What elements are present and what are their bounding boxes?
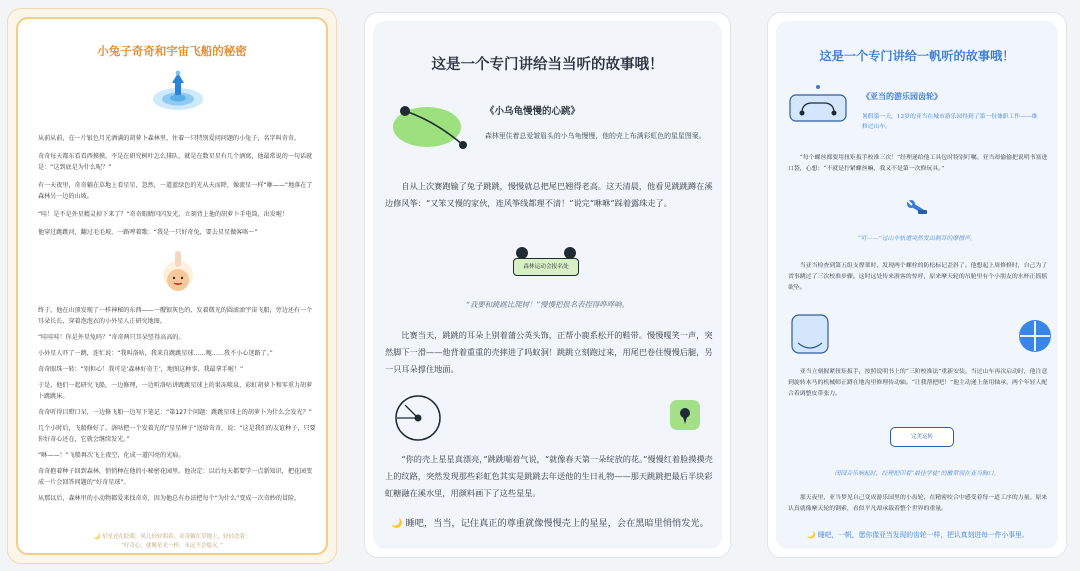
story-intro: 森林里住着总爱皱眉头的小乌龟慢慢，他的壳上布满彩虹色的星星图案。 xyxy=(485,132,706,140)
story-title: 小兔子奇奇和宇宙飞船的秘密 xyxy=(97,44,247,58)
story-paragraph: 当亚当检查到第五组支撑架时，发现两个螺栓的防松标记歪斜了。他想起上周修修时，自己为了省事跳过了三次校准步骤。这时远处传来游客的惊呼，原来摩天轮的吊舱里有个小朋友的水杯正摇摇欲坠。 xyxy=(788,263,1048,291)
story-paragraph: 奇奇每天都东看看西摸摸，不是在研究树叶怎么排队，就是在数星星有几个酒窝，他最常说的一句话就是：“这到底是为什么呢？” xyxy=(38,153,313,171)
story-quote: “我要和跳跳比爬树！”慢慢把报名表捏得哗哗响。 xyxy=(466,300,629,309)
story-ending: 🌙 睡吧，一帆，愿你像亚当发现的齿轮一样，把认真刻进每一件小事里。 xyxy=(807,531,1029,539)
story-paragraph: 有一天夜里，奇奇躺在草地上看星星，忽然，一道蓝绿色的光从天而降，像流星一样“咻——”地落在了森林另一边的山坡。 xyxy=(38,182,313,200)
footer-line: “好奇心，就像星光一样，永远不会熄灭。” xyxy=(121,543,223,549)
story-paragraph: “你的壳上星星真漂亮，”跳跳喘着气说，“就像春天第一朵绽放的花。”慢慢红着脸摸摸壳上的纹路，突然发现那些彩虹色其实是跳跳去年送他的生日礼物——那天跳跳把最后半块彩虹糖融在溪水里，用颜料画下了这些星星。 xyxy=(385,454,713,498)
gear-board-illustration xyxy=(788,83,848,125)
spaceship-icon xyxy=(151,67,205,113)
story-paragraph: 奇奇抱着种子回到森林，悄悄种在他的小秘密花园里。他决定：以后每天都要学一点新知识，把花园变成一片会回答问题的“好奇星球”。 xyxy=(38,468,313,486)
story-card-inner xyxy=(373,21,722,549)
story-footer xyxy=(38,533,306,551)
signboard-label: 完美运转 xyxy=(890,427,954,447)
story-paragraph: “咻——！”飞船再次飞上夜空，化成一道闪亮的光痕。 xyxy=(38,452,185,459)
page-heading: 这是一个专门讲给一帆听的故事哦！ xyxy=(819,49,1015,63)
compass-illustration xyxy=(393,393,443,443)
story-paragraph: 亚当立刻握紧扭矩扳手，按照说明书上的“三阶校准法”重新安装。当过山车再次启动时，他注意到旋转木马的机械师正蹲在地沟里修理传动轴。“让我帮把吧！”他主动递上备用轴承，两个年轻人配合着调整皮带张力。 xyxy=(788,369,1048,397)
story-quote: 闭园音乐响起时，经理把印着“最佳学徒”的徽章别在亚当胸口。 xyxy=(834,471,1000,477)
seed-icon xyxy=(669,399,701,431)
story-card-qiqi xyxy=(7,8,337,564)
story-card-dangdang xyxy=(364,12,731,558)
story-paragraph: 于是，他们一起研究飞船，一边修理，一边听洛咕讲跳跳星球上的果冻喷泉、彩虹胡萝卜和零重力胡萝卜跳跳床。 xyxy=(38,382,313,400)
turtle-illustration xyxy=(389,97,481,149)
story-paragraph: “哇哇哇！你是外星兔吗？”奇奇两只耳朵竖得高高的。 xyxy=(38,334,185,341)
story-paragraph: 从前从前，在一片银色月光洒满的胡萝卜森林里，住着一只特别爱问问题的小兔子，名字叫奇奇。 xyxy=(38,135,301,142)
signboard xyxy=(890,427,954,447)
story-paragraph: “哇！是不是外星精灵掉下来了？”奇奇眼睛闪闪发光，立刻背上他的胡萝卜手电筒，出发啦！ xyxy=(38,211,289,218)
story-paragraph: 几个小时后，飞船修好了。洛咕把一个发着光的“星星种子”送给奇奇，说：“这是我们的友谊种子，只要你好奇心还在，它就会继续发光。” xyxy=(38,425,316,443)
page-heading: 这是一个专门讲给当当听的故事哦！ xyxy=(431,56,664,73)
footer-line: 🌙 星星还在眨眼，风儿轻轻唱着，奇奇躺在草地上，轻轻念着： xyxy=(93,534,251,540)
story-paragraph: 奇奇听得目瞪口呆，一边修飞船一边写下笔记：“第127个问题：跳跳星球上的胡萝卜为什么会发光？” xyxy=(38,409,312,416)
story-paragraph: 他穿过跳跳河，翻过毛毛坡，一路哼着歌：“我是一只好奇兔，要去星星做客咯～” xyxy=(38,229,258,236)
story-quote: “吖——”过山车轨道突然发出刺耳的摩擦声。 xyxy=(858,236,976,242)
cabin-illustration xyxy=(790,313,830,357)
story-title: 《亚当的游乐园齿轮》 xyxy=(862,91,942,101)
story-paragraphs-lower xyxy=(38,305,318,504)
story-paragraph: 奇奇眼珠一转：“别担心！我可是‘森林好奇王’，地图这种事，我最拿手啦！” xyxy=(38,366,244,373)
story-intro: 暑假第一天，12岁的亚当在城市游乐园得到了第一份兼职工作——维修过山车。 xyxy=(862,114,1038,130)
story-paragraphs-upper xyxy=(38,133,318,238)
signboard xyxy=(513,246,579,282)
story-title: 《小乌龟慢慢的心跳》 xyxy=(485,106,581,117)
signboard-label: 森林运动会报名处 xyxy=(513,258,579,276)
story-paragraph: 自从上次赛跑输了兔子跳跳，慢慢就总把尾巴翘得老高。这天清晨，他看见跳跳蹲在溪边修风筝：“又笨又慢的家伙，连风筝线都理不清！”说完“咻咻”踩着露珠走了。 xyxy=(385,181,713,208)
story-card-inner xyxy=(16,17,328,555)
wheel-icon xyxy=(1018,319,1052,353)
story-paragraph: “每个螺丝都要用扭矩扳手校准三次！”经理递给他工具包时特别叮嘱。亚当却偷偷把说明书塞进口袋，心想：“不就是拧紧螺丝嘛，我又不是第一次修玩具。” xyxy=(788,155,1048,172)
story-paragraph: 从那以后，森林里的小动物都爱来找奇奇，因为他总有办法把每个“为什么”变成一次奇妙的冒险。 xyxy=(38,495,301,502)
story-paragraph: 那天夜里，亚当梦见自己变成游乐园里的小齿轮，在精密咬合中感受着每一道工序的力量。原来认真就像摩天轮的钢索，看似平凡却承载着整个世界的重量。 xyxy=(788,495,1048,512)
story-paragraph: 比赛当天，跳跳的耳朵上别着蒲公英头饰，正帮小鹿系松开的鞋带。慢慢嘎笑一声，突然脚下一滑——他背着重重的壳摔进了吗蚁洞！跳跳立刻跑过来，用尾巴卷住慢慢后腿，另一只耳朵撑住地面。 xyxy=(385,330,713,374)
story-card-yifan xyxy=(767,12,1067,558)
story-ending: 🌙 睡吧，当当，记住真正的尊重就像慢慢壳上的星星，会在黑暗里悄悄发光。 xyxy=(391,518,709,529)
story-paragraph: 小外星人吓了一跳，连忙说：“我叫洛咕，我来自跳跳星球……呃……我不小心迷路了。” xyxy=(38,350,273,357)
story-card-inner xyxy=(776,21,1058,549)
wrench-icon xyxy=(906,199,928,217)
bunny-illustration xyxy=(160,249,196,297)
story-paragraph: 终于，他在山顶发现了一样神秘的东西——一艘银灰色的、发着微光的圆滚滚宇宙飞船，旁边还有一个耳朵长长、穿着泡泡衣的小外星人正研究地图。 xyxy=(38,307,313,325)
